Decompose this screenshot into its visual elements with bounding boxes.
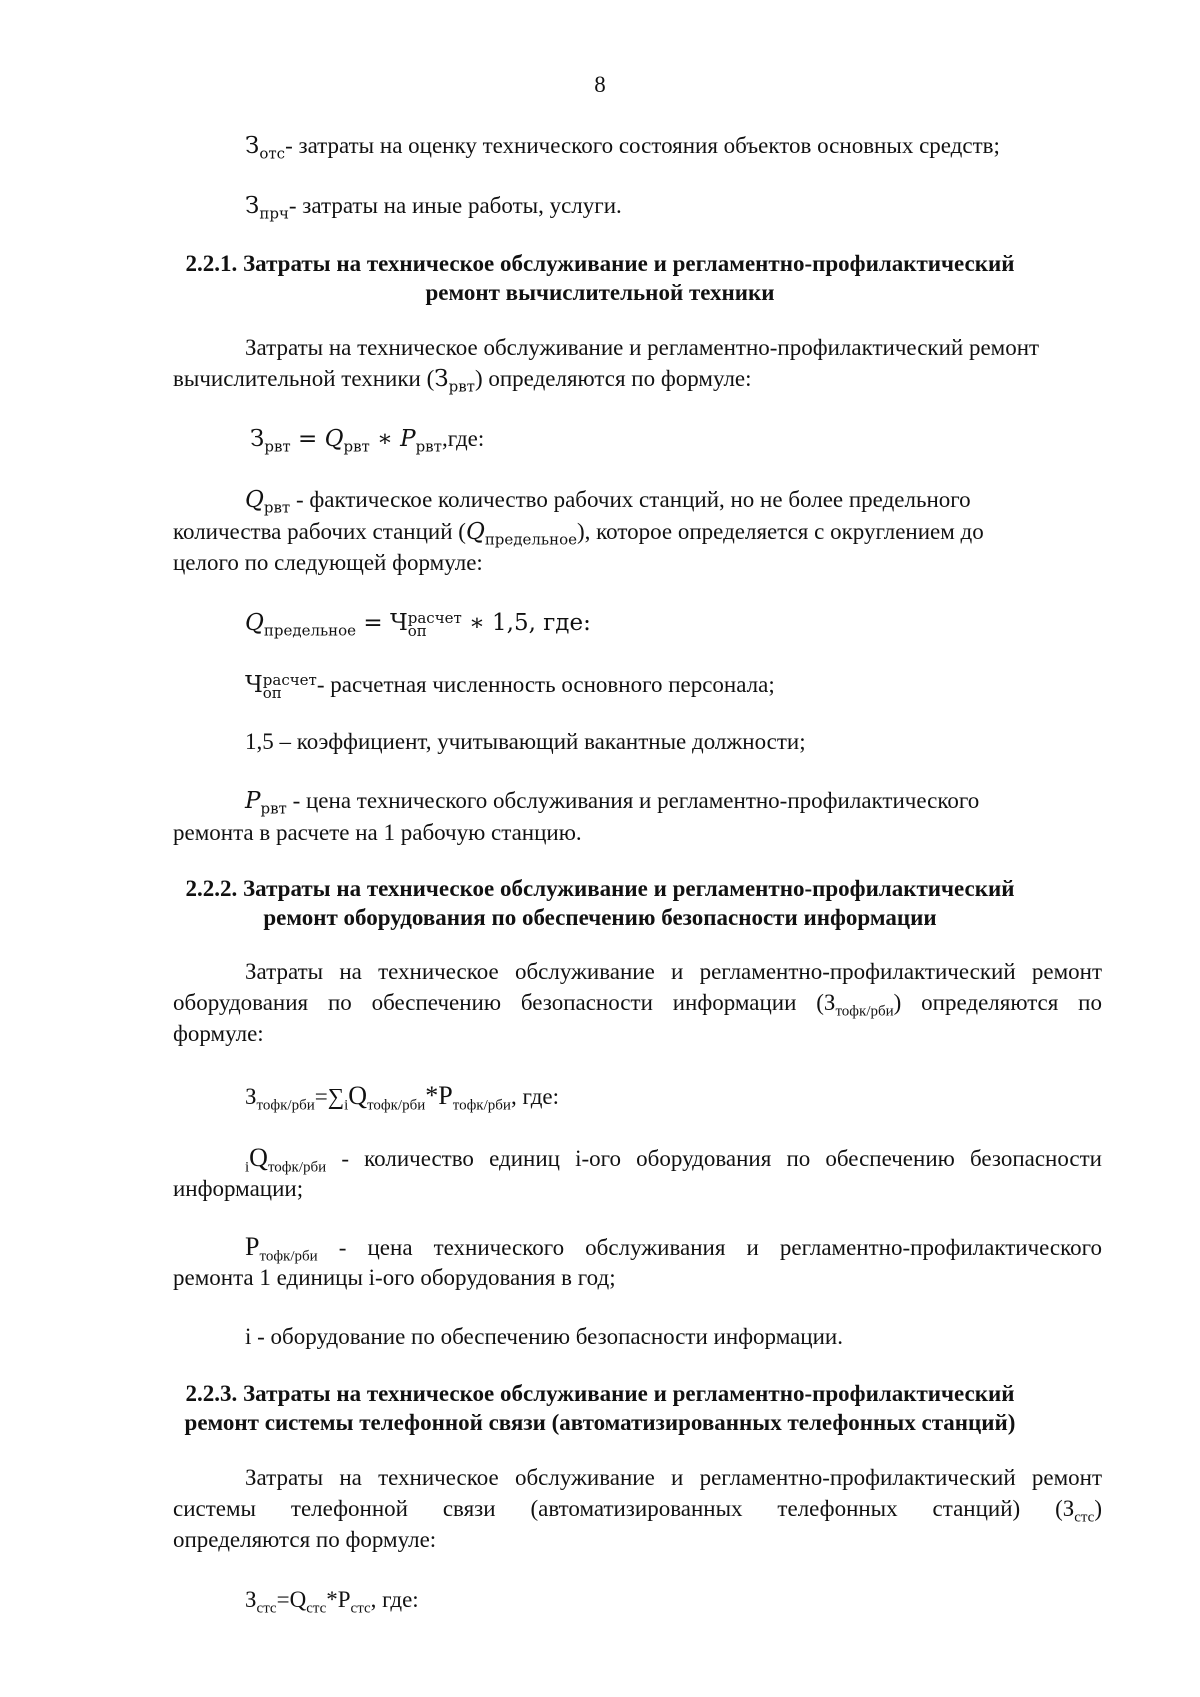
formula-zstc: $З_{стс}=Q_{стс}*P_{стс}$, где: (245, 1587, 419, 1617)
coefficient-definition: 1,5 – коэффициент, учитывающий вакантные должности; (245, 729, 806, 754)
iq-definition-line-2: информации; (173, 1176, 304, 1201)
q-definition-line-2: количества рабочих станций $(Q_{предельное})$, которое определяется с округлением до (173, 519, 984, 549)
formula-zrvt: $З_{рвт} = Q_{рвт}$ ∗ $P_{рвт},где$: (250, 426, 485, 456)
sec2-paragraph-line-3: формуле: (173, 1021, 264, 1046)
ch-definition: Ч расчет оп - расчетная численность основного персонала; (245, 670, 775, 702)
pr-definition-line-2: ремонта 1 единицы i-ого оборудования в год; (173, 1265, 616, 1290)
sec1-paragraph-line-2: вычислительной техники $(З_{рвт})$ определяются по формуле: (173, 366, 752, 396)
iq-definition-line-1: $_iQ_{тофк/рби}$ - количество единиц i-ого оборудования по обеспечению безопасности (245, 1143, 1102, 1176)
i-definition: i - оборудование по обеспечению безопасности информации. (245, 1324, 843, 1349)
page-number: 8 (594, 72, 606, 97)
p-definition-line-2: ремонта в расчете на 1 рабочую станцию. (173, 820, 582, 845)
section-heading-2-2-3: 2.2.3. Затраты на техническое обслуживание и регламентно-профилактический ремонт системы телефонной связи (автоматизированных телефонных станций) (184, 1381, 1016, 1435)
section-heading-2-2-2: 2.2.2. Затраты на техническое обслуживание и регламентно-профилактический ремонт оборудования по обеспечению безопасности информации (185, 876, 1015, 930)
section-heading-2-2-1: 2.2.1. Затраты на техническое обслуживание и регламентно-профилактический ремонт вычислительной техники (185, 251, 1015, 305)
formula-ztofk: $З_{тофк/рби}=\sum_iQ_{тофк/рби}*P_{тофк/рби}$, где: (245, 1081, 560, 1114)
sec3-paragraph-line-3: определяются по формуле: (173, 1527, 437, 1552)
definition-prch: $З_{прч}-$ затраты на иные работы, услуги. (245, 193, 622, 223)
q-definition-line-1: $Q_{рвт}$ - фактическое количество рабочих станций, но не более предельного (245, 487, 971, 517)
sec2-paragraph-line-1: Затраты на техническое обслуживание и регламентно-профилактический ремонт (245, 959, 1102, 984)
q-definition-line-3: целого по следующей формуле: (173, 550, 483, 575)
sec3-paragraph-line-2: системы телефонной связи (автоматизированных телефонных станций) $(З_{стс})$ (173, 1496, 1102, 1526)
definition-otc: $З_{отс}-$ затраты на оценку технического состояния объектов основных средств; (245, 133, 1000, 163)
pr-definition-line-1: $P_{тофк/рби}$ - цена технического обслуживания и регламентно-профилактического (245, 1232, 1102, 1265)
p-definition-line-1: $P_{рвт}$ - цена технического обслуживания и регламентно-профилактического (245, 788, 980, 818)
sec1-paragraph-line-1: Затраты на техническое обслуживание и регламентно-профилактический ремонт (245, 335, 1040, 360)
formula-q-predelnoe: $Q_{предельное} = Ч$ расчет оп ∗ 1,5, где: (245, 608, 591, 640)
sec2-paragraph-line-2: оборудования по обеспечению безопасности информации $(З_{тофк/рби})$ определяются по (173, 990, 1102, 1020)
sec3-paragraph-line-1: Затраты на техническое обслуживание и регламентно-профилактический ремонт (245, 1465, 1102, 1490)
